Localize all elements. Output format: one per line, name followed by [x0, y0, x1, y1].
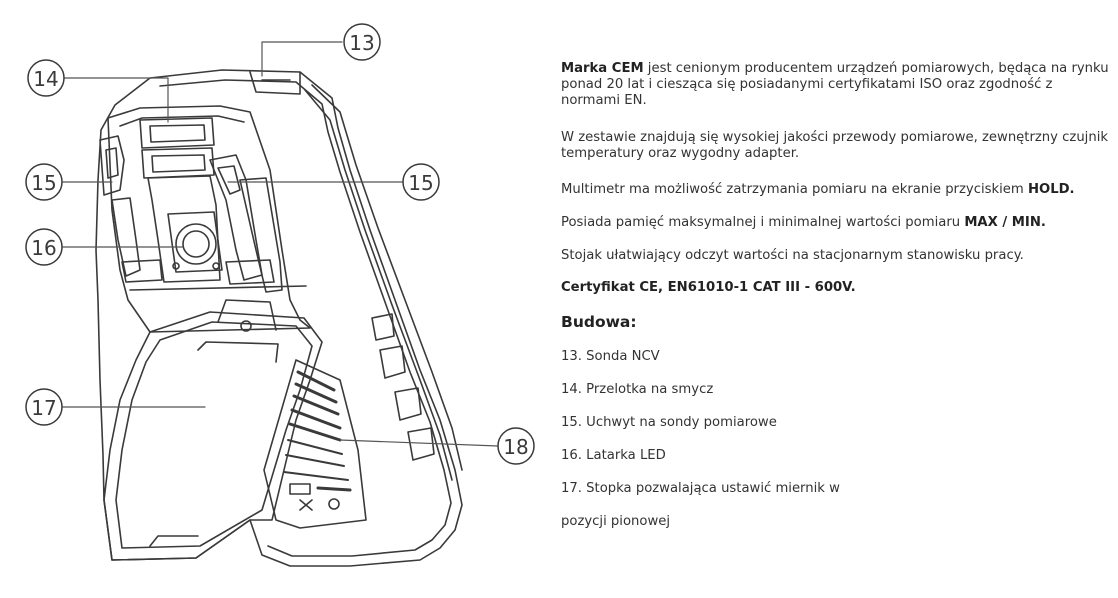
stand-paragraph: Stojak ułatwiający odczyt wartości na stacjonarnym stanowisku pracy. — [561, 248, 1024, 263]
construction-item-14: 14. Przelotka na smycz — [561, 382, 714, 397]
construction-item-17-continued: pozycji pionowej — [561, 514, 671, 529]
hold-paragraph — [561, 182, 1113, 198]
maxmin-paragraph — [561, 215, 1113, 231]
construction-item-17: 17. Stopka pozwalająca ustawić miernik w — [561, 481, 840, 496]
hold-text: Multimetr ma możliwość zatrzymania pomiaru na ekranie przyciskiem — [561, 182, 1028, 197]
certificate-paragraph: Certyfikat CE, EN61010-1 CAT III - 600V. — [561, 280, 856, 295]
maxmin-keyword: MAX / MIN. — [964, 215, 1046, 230]
callout-17-label: 17 — [31, 396, 57, 420]
hold-keyword: HOLD. — [1027, 182, 1075, 197]
construction-item-16: 16. Latarka LED — [561, 448, 666, 463]
kit-paragraph: W zestawie znajdują się wysokiej jakości przewody pomiarowe, zewnętrzny czujnik temperatury oraz wygodny adapter. — [561, 130, 1109, 161]
brand-paragraph — [561, 61, 1113, 109]
construction-item-15: 15. Uchwyt na sondy pomiarowe — [561, 415, 777, 430]
callout-18-label: 18 — [503, 435, 529, 459]
construction-heading: Budowa: — [561, 313, 637, 331]
maxmin-text: Posiada pamięć maksymalnej i minimalnej wartości pomiaru — [561, 215, 965, 230]
rear-plate — [100, 106, 310, 332]
construction-item-13: 13. Sonda NCV — [561, 349, 660, 364]
callout-13-label: 13 — [349, 31, 375, 55]
callout-16-label: 16 — [31, 236, 57, 260]
brand-name: Marka CEM — [561, 61, 644, 76]
brand-description: jest cenionym producentem urządzeń pomiarowych, będąca na rynku ponad 20 lat i ciesząca się posiadanymi certyfikatami ISO oraz zgodność z normami EN. — [561, 61, 1109, 108]
callout-15-right-label: 15 — [408, 171, 434, 195]
leader-lines — [62, 42, 498, 446]
kickstand — [104, 300, 322, 560]
battery-label — [264, 360, 366, 528]
callout-14-label: 14 — [33, 67, 59, 91]
callout-15-left-label: 15 — [31, 171, 57, 195]
